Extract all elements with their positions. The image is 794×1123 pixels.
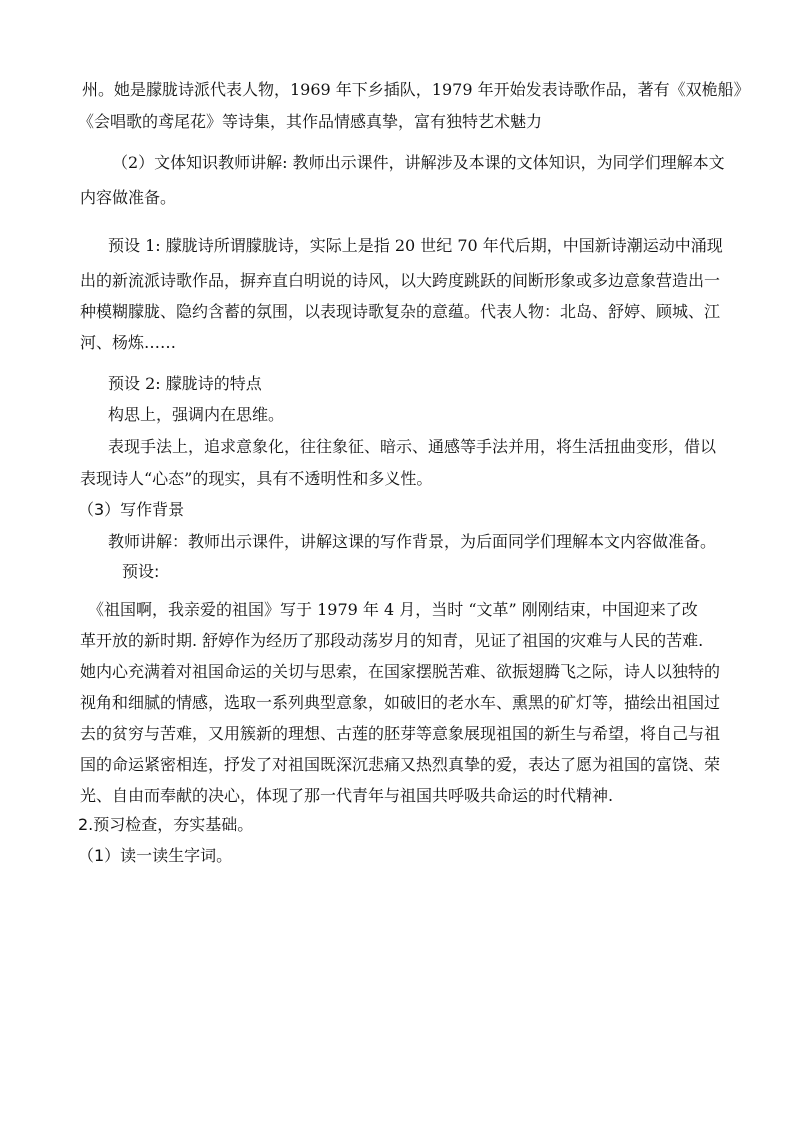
preset-1-line: 预设 1: 朦胧诗所谓朦胧诗，实际上是指 20 世纪 70 年代后期，中国新诗潮运动中涌现 <box>108 236 723 255</box>
background-line: 视角和细腻的情感，选取一系列典型意象，如破旧的老水车、熏黑的矿灯等，描绘出祖国过 <box>80 693 721 712</box>
preset-2-title: 预设 2: 朦胧诗的特点 <box>108 374 262 393</box>
preset-2-line: 表现手法上，追求意象化，往往象征、暗示、通感等手法并用，将生活扭曲变形，借以 <box>108 437 717 456</box>
preset-2-line: 表现诗人“心态”的现实，具有不透明性和多义性。 <box>80 469 433 488</box>
intro-line: 州。她是朦胧诗派代表人物，1969 年下乡插队，1979 年开始发表诗歌作品，著有《双桅船》 <box>82 80 750 99</box>
preset-label: 预设: <box>122 562 160 581</box>
background-line: 光、自由而奉献的决心，体现了那一代青年与祖国共呼吸共命运的时代精神. <box>80 786 614 805</box>
step-subheading: （1）读一读生字词。 <box>78 846 233 865</box>
background-line: 国的命运紧密相连，抒发了对祖国既深沉悲痛又热烈真挚的爱，表达了愿为祖国的富饶、荣 <box>80 755 721 774</box>
preset-2-line: 构思上，强调内在思维。 <box>108 405 285 424</box>
step-heading: 2.预习检查，夯实基础。 <box>78 815 254 834</box>
background-line: 她内心充满着对祖国命运的关切与思索，在国家摆脱苦难、欲振翅腾飞之际，诗人以独特的 <box>80 662 721 681</box>
section-heading: （3）写作背景 <box>78 500 185 519</box>
background-line: 《祖国啊，我亲爱的祖国》写于 1979 年 4 月，当时 “文革” 刚刚结束，中国迎来了改 <box>88 600 698 619</box>
section-heading: （2）文体知识教师讲解: 教师出示课件，讲解涉及本课的文体知识，为同学们理解本文 <box>112 153 725 172</box>
background-line: 革开放的新时期. 舒婷作为经历了那段动荡岁月的知青，见证了祖国的灾难与人民的苦难. <box>80 631 704 650</box>
preset-1-line: 种模糊朦胧、隐约含蓄的氛围，以表现诗歌复杂的意蕴。代表人物：北岛、舒婷、顾城、江 <box>80 302 721 321</box>
section-heading-continued: 内容做准备。 <box>80 188 177 207</box>
preset-1-line: 河、杨炼…… <box>80 333 177 352</box>
background-line: 去的贫穷与苦难，又用簇新的理想、古莲的胚芽等意象展现祖国的新生与希望，将自己与祖 <box>80 724 721 743</box>
intro-line: 《会唱歌的鸢尾花》等诗集，其作品情感真挚，富有独特艺术魅力 <box>78 112 543 131</box>
preset-1-line: 出的新流派诗歌作品，摒弃直白明说的诗风，以大跨度跳跃的间断形象或多边意象营造出一 <box>80 271 721 290</box>
teacher-note: 教师讲解：教师出示课件，讲解这课的写作背景，为后面同学们理解本文内容做准备。 <box>108 532 717 551</box>
